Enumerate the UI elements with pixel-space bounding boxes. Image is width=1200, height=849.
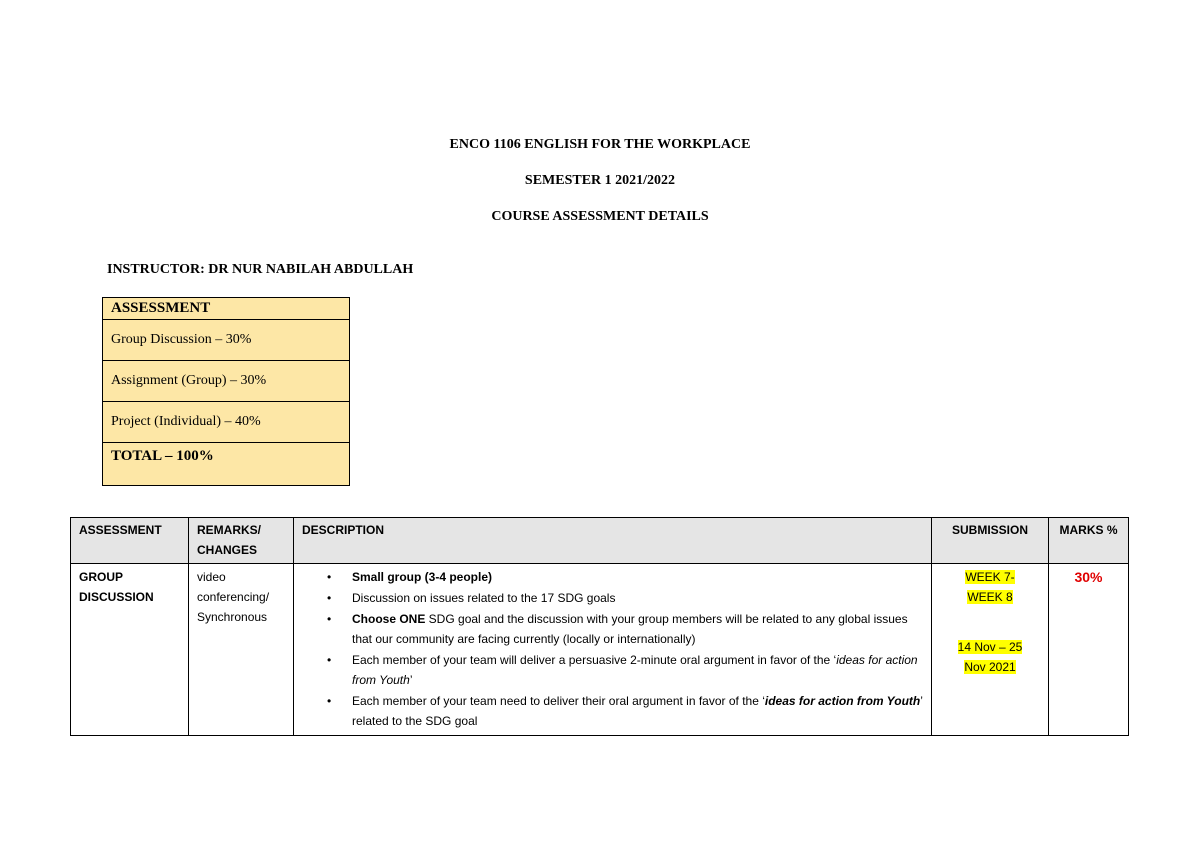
remarks-line2: conferencing/	[197, 590, 270, 604]
summary-item-group-discussion: Group Discussion – 30%	[103, 320, 349, 361]
document-title: COURSE ASSESSMENT DETAILS	[491, 209, 709, 224]
header-assessment: ASSESSMENT	[71, 518, 189, 564]
header-remarks-line1: REMARKS/	[197, 523, 262, 537]
course-title: ENCO 1106 ENGLISH FOR THE WORKPLACE	[449, 137, 751, 152]
header-description: DESCRIPTION	[294, 518, 932, 564]
submission-date-line2: Nov 2021	[964, 660, 1016, 674]
instructor-label: INSTRUCTOR: DR NUR NABILAH ABDULLAH	[107, 262, 414, 277]
bullet-3-post: ’	[409, 673, 413, 687]
bullet-0-bold: Small group (3-4 people)	[352, 570, 493, 584]
assessment-summary-box	[102, 297, 350, 486]
bullet-1-text: Discussion on issues related to the 17 SDG goals	[352, 591, 616, 605]
header-submission: SUBMISSION	[932, 518, 1049, 564]
cell-assessment	[71, 564, 189, 736]
bullet-2-text: SDG goal and the discussion with your group members will be related to any global issues that our community are facing currently (locally or internationally)	[352, 612, 908, 646]
bullet-2-bold: Choose ONE	[352, 612, 426, 626]
cell-description	[294, 564, 932, 736]
summary-item-project: Project (Individual) – 40%	[103, 402, 349, 443]
submission-date	[940, 637, 1040, 677]
list-item	[302, 567, 923, 587]
assessment-line2: DISCUSSION	[79, 590, 154, 604]
bullet-icon: •	[327, 653, 332, 667]
description-list	[302, 567, 923, 731]
bullet-4-em: ideas for action from Youth	[764, 694, 921, 708]
bullet-4-post: ’ related to the SDG goal	[352, 694, 923, 728]
bullet-3-em: ideas for action from Youth	[352, 653, 918, 687]
assessment-line1: GROUP	[79, 570, 124, 584]
cell-marks	[1049, 564, 1129, 736]
assessment-details-table	[70, 517, 1129, 736]
submission-date-line1: 14 Nov – 25	[957, 640, 1023, 654]
table-header-row	[71, 518, 1129, 564]
cell-submission	[932, 564, 1049, 736]
cell-remarks	[189, 564, 294, 736]
bullet-icon: •	[327, 612, 332, 626]
list-item	[302, 588, 923, 608]
bullet-icon: •	[327, 694, 332, 708]
submission-week	[940, 567, 1040, 607]
header-remarks-line2: CHANGES	[197, 543, 258, 557]
submission-week-line2: WEEK 8	[967, 590, 1013, 604]
list-item	[302, 609, 923, 649]
bullet-icon: •	[327, 570, 332, 584]
submission-week-line1: WEEK 7-	[965, 570, 1015, 584]
bullet-4-pre: Each member of your team need to deliver their oral argument in favor of the ‘	[352, 694, 765, 708]
bullet-icon: •	[327, 591, 332, 605]
list-item	[302, 650, 923, 690]
list-item	[302, 691, 923, 731]
table-row	[71, 564, 1129, 736]
remarks-line1: video	[197, 570, 226, 584]
semester-title: SEMESTER 1 2021/2022	[524, 173, 676, 188]
summary-heading: ASSESSMENT	[103, 298, 349, 320]
marks-value: 30%	[1074, 569, 1103, 585]
bullet-3-pre: Each member of your team will deliver a persuasive 2-minute oral argument in favor of the ‘	[352, 653, 837, 667]
header-remarks	[189, 518, 294, 564]
header-marks: MARKS %	[1049, 518, 1129, 564]
summary-item-assignment: Assignment (Group) – 30%	[103, 361, 349, 402]
remarks-line3: Synchronous	[197, 610, 268, 624]
summary-total: TOTAL – 100%	[111, 448, 214, 464]
